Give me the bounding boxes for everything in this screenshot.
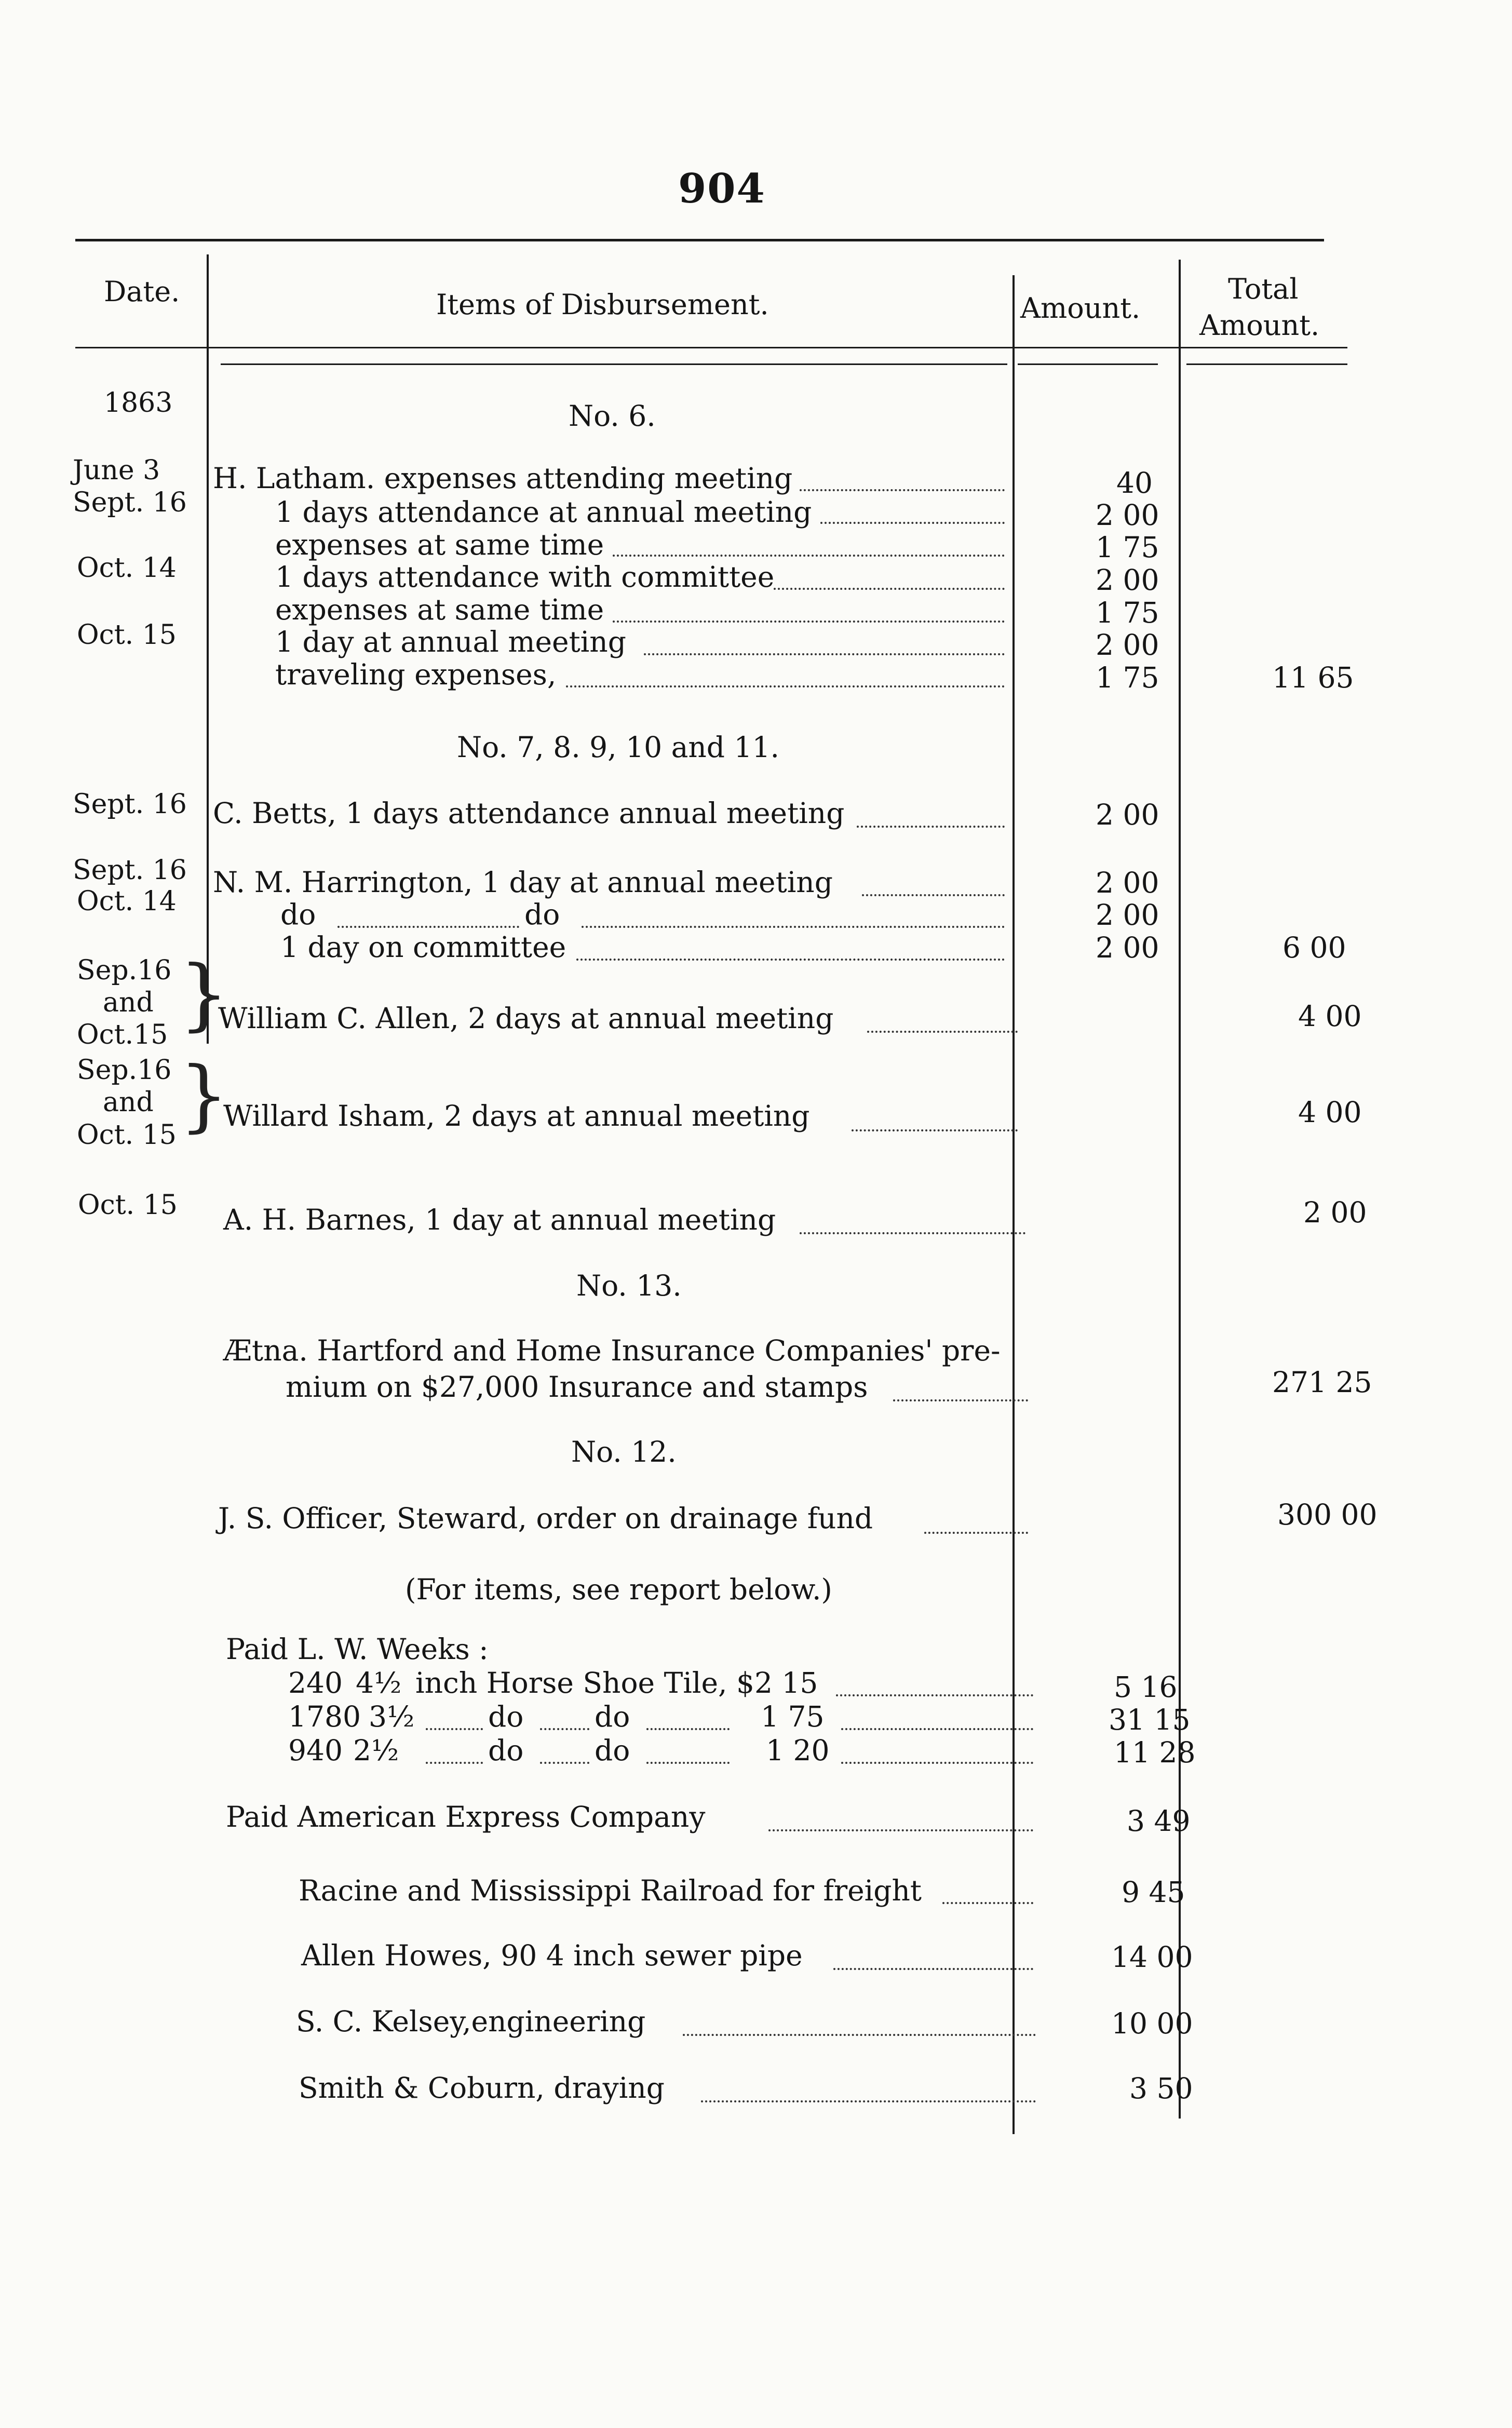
section-no-7-11: No. 7, 8. 9, 10 and 11. [457,731,779,764]
latham-line-7: traveling expenses, [275,658,557,691]
latham-line-4: 1 days attendance with committee [275,560,775,593]
aetna-line-1: Ætna. Hartford and Home Insurance Companies' pre- [223,1334,1001,1367]
leader-dots [566,685,1005,687]
latham-line-1: H. Latham. expenses attending meeting [213,462,793,495]
weeks-qty-2: 1780 [288,1700,361,1733]
section-no-13: No. 13. [576,1269,682,1302]
leader-dots [867,1031,1018,1033]
leader-dots [774,588,1005,590]
header-total-line2: Amount. [1199,309,1320,342]
leader-dots [857,826,1005,828]
leader-dots [683,2034,1036,2036]
weeks-title: Paid L. W. Weeks : [226,1633,489,1666]
allen-date-1: Sep.16 [77,955,172,986]
betts-date: Sept. 16 [73,789,187,820]
other-amount-1: 3 49 [1127,1804,1191,1838]
leader-dots [540,1762,589,1764]
other-amount-3: 14 00 [1111,1940,1193,1974]
leader-dots [800,489,1005,491]
weeks-desc-2b: do [595,1700,630,1733]
harrington-line-2-b: do [524,898,560,931]
other-line-2: Racine and Mississippi Railroad for freight [299,1874,922,1907]
weeks-size-1: 4½ [356,1666,402,1699]
aetna-total: 271 25 [1272,1366,1372,1399]
leader-dots [924,1532,1028,1534]
leader-dots [942,1902,1033,1904]
allen-line: William C. Allen, 2 days at annual meeting [218,1002,834,1035]
leader-dots [540,1728,589,1730]
date-column-divider [207,254,209,1044]
harrington-line-3: 1 day on committee [280,930,566,964]
leader-dots [800,1232,1025,1234]
harrington-amount-2: 2 00 [1096,898,1159,932]
betts-line: C. Betts, 1 days attendance annual meeting [213,797,845,830]
weeks-size-2: 3½ [369,1700,415,1733]
isham-date-2: and [103,1087,154,1118]
leader-dots [582,926,1005,928]
leader-dots [768,1829,1033,1831]
year-label: 1863 [104,387,173,419]
latham-line-3: expenses at same time [275,528,604,561]
harrington-date-1: Sept. 16 [73,855,187,886]
leader-dots [833,1968,1033,1970]
total-header-underline [1186,363,1347,365]
isham-line: Willard Isham, 2 days at annual meeting [223,1099,810,1132]
allen-date-2: and [103,987,154,1018]
isham-total: 4 00 [1298,1096,1362,1129]
latham-total: 11 65 [1272,661,1354,694]
latham-amount-3: 1 75 [1096,531,1159,564]
amount-header-underline [1018,363,1158,365]
weeks-desc-2a: do [488,1700,524,1733]
leader-dots [836,1694,1033,1696]
weeks-desc-3a: do [488,1734,524,1767]
leader-dots [613,555,1005,557]
leader-dots [646,1728,730,1730]
page-number: 904 [678,165,766,212]
leader-dots [701,2100,1036,2102]
leader-dots [852,1129,1018,1131]
weeks-amount-3: 11 28 [1114,1736,1196,1769]
weeks-desc-1: inch Horse Shoe Tile, $2 15 [415,1666,818,1699]
weeks-price-2: 1 75 [761,1700,825,1733]
latham-amount-6: 2 00 [1096,628,1159,662]
weeks-amount-1: 5 16 [1114,1670,1178,1704]
header-total-line1: Total [1228,273,1299,305]
other-line-1: Paid American Express Company [226,1800,706,1833]
harrington-amount-1: 2 00 [1096,866,1159,899]
latham-date-1: June 3 [73,455,160,486]
latham-date-4: Oct. 15 [77,619,177,651]
leader-dots [426,1762,483,1764]
harrington-total: 6 00 [1282,931,1346,964]
weeks-qty-3: 940 [288,1734,343,1767]
leader-dots [820,522,1005,524]
leader-dots [646,1762,730,1764]
items-header-underline [221,363,1007,365]
allen-date-3: Oct.15 [77,1019,168,1050]
weeks-amount-2: 31 15 [1109,1703,1191,1736]
leader-dots [862,894,1005,896]
harrington-line-2-a: do [280,898,316,931]
leader-dots [893,1399,1028,1401]
section-no-6: No. 6. [569,399,656,433]
barnes-date: Oct. 15 [78,1190,178,1221]
harrington-line-1: N. M. Harrington, 1 day at annual meeting [213,866,833,899]
other-line-3: Allen Howes, 90 4 inch sewer pipe [301,1939,803,1972]
header-bottom-rule [75,347,1347,348]
latham-date-2: Sept. 16 [73,487,187,518]
latham-line-6: 1 day at annual meeting [275,625,626,658]
latham-amount-1: 40 [1116,466,1153,500]
aetna-line-2: mium on $27,000 Insurance and stamps [286,1370,868,1404]
isham-date-1: Sep.16 [77,1055,172,1086]
amount-right-divider [1179,260,1181,2119]
barnes-line: A. H. Barnes, 1 day at annual meeting [223,1203,776,1236]
officer-line: J. S. Officer, Steward, order on drainage fund [218,1502,873,1535]
leader-dots [613,621,1005,623]
header-top-rule [75,239,1324,241]
leader-dots [576,959,1005,961]
latham-amount-7: 1 75 [1096,661,1159,694]
leader-dots [841,1728,1033,1730]
header-date: Date. [104,275,180,308]
officer-total: 300 00 [1277,1498,1378,1531]
leader-dots [841,1762,1033,1764]
latham-date-3: Oct. 14 [77,552,177,584]
latham-amount-2: 2 00 [1096,498,1159,532]
harrington-date-2: Oct. 14 [77,886,177,917]
other-amount-2: 9 45 [1122,1876,1185,1909]
latham-line-2: 1 days attendance at annual meeting [275,495,812,529]
allen-total: 4 00 [1298,1000,1362,1033]
amount-left-divider [1013,275,1015,2134]
isham-brace: } [179,1050,229,1141]
report-note: (For items, see report below.) [405,1573,832,1606]
weeks-qty-1: 240 [288,1666,343,1699]
latham-amount-5: 1 75 [1096,596,1159,629]
leader-dots [426,1728,483,1730]
section-no-12: No. 12. [571,1435,677,1468]
weeks-price-3: 1 20 [766,1734,830,1767]
header-amount: Amount. [1020,292,1141,325]
other-line-4: S. C. Kelsey,engineering [296,2005,646,2038]
barnes-total: 2 00 [1303,1196,1367,1229]
allen-brace: } [179,949,229,1040]
weeks-size-3: 2½ [353,1734,399,1767]
leader-dots [644,653,1005,655]
other-line-5: Smith & Coburn, draying [299,2071,665,2105]
leader-dots [338,926,519,928]
other-amount-5: 3 50 [1129,2072,1193,2105]
latham-amount-4: 2 00 [1096,563,1159,597]
header-items: Items of Disbursement. [436,288,769,321]
betts-amount: 2 00 [1096,798,1159,831]
weeks-desc-3b: do [595,1734,630,1767]
other-amount-4: 10 00 [1111,2007,1193,2040]
harrington-amount-3: 2 00 [1096,931,1159,964]
latham-line-5: expenses at same time [275,593,604,626]
isham-date-3: Oct. 15 [77,1119,177,1151]
